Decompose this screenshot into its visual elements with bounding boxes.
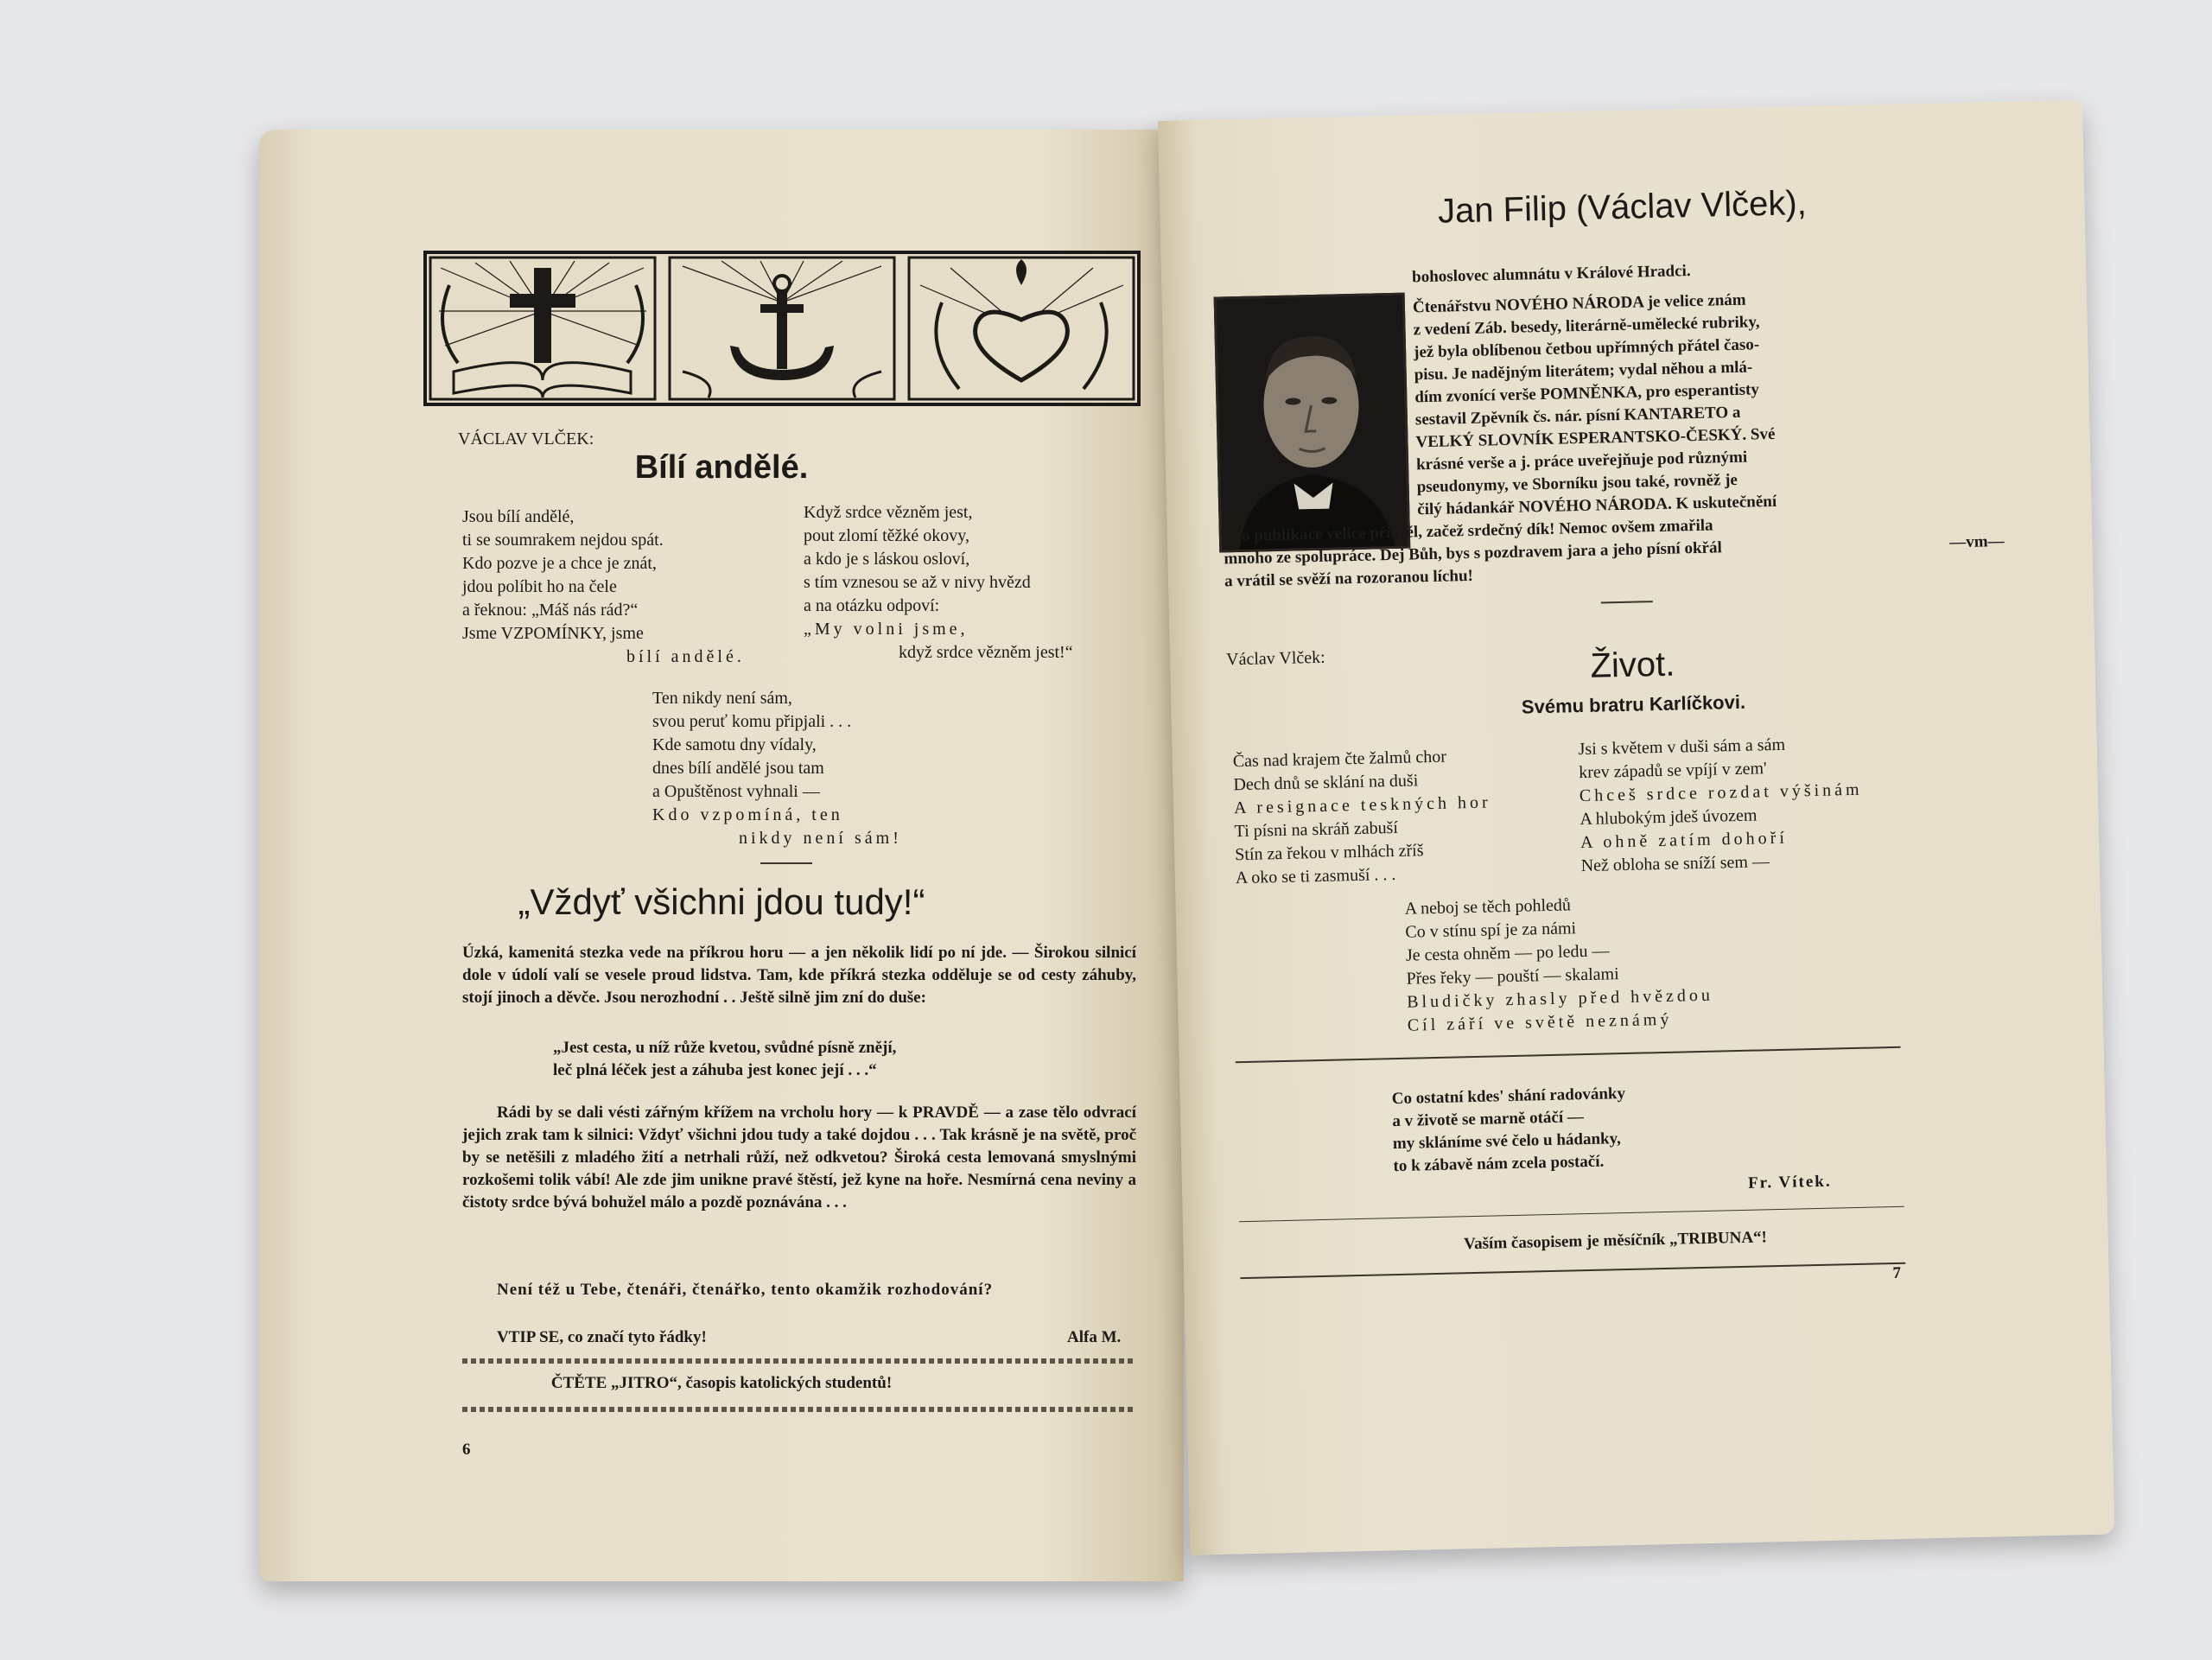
bio-line: Čtenářstvu NOVÉHO NÁRODA je velice znám <box>1412 290 1746 317</box>
poem-line: a Opuštěnost vyhnali — <box>652 782 820 801</box>
poem-line: Stín za řekou v mlhách zříš <box>1235 841 1424 865</box>
bio-signature: —vm— <box>1949 531 2005 552</box>
horizontal-rule <box>1236 1046 1901 1063</box>
page-number: 7 <box>1892 1263 1902 1283</box>
poem-dedication: Svému bratru Karlíčkovi. <box>1521 690 1746 718</box>
poem-line: svou peruť komu připjali . . . <box>652 712 852 731</box>
booklet <box>259 112 2082 1581</box>
poem-line: dnes bílí andělé jsou tam <box>652 759 824 778</box>
poem-line: Jsi s květem v duši sám a sám <box>1578 735 1786 760</box>
poem-line: Je cesta ohněm — po ledu — <box>1405 941 1610 965</box>
poem-line: Dech dnů se sklání na duši <box>1233 771 1419 795</box>
poem-stanza-2 <box>804 501 1166 665</box>
author-label: Václav Vlček: <box>1225 647 1325 670</box>
horizontal-rule <box>1239 1206 1904 1222</box>
page-number: 6 <box>462 1441 471 1459</box>
footer-ad: Vaším časopisem je měsíčník „TRIBUNA“! <box>1463 1228 1768 1254</box>
article-paragraph: Úzká, kamenitá stezka vede na příkrou horu — a jen několik lidí po ní jde. — Širokou silnicí dole v údolí valí se vesele proud lidstva. Tam, kde příkrá stezka odděluje se od cesty záhuby, stojí jinoch a děvče. Jsou nerozhodní . . Ještě silně jim zní do duše: <box>462 944 1136 1007</box>
poem-line: Než obloha se sníží sem — <box>1580 852 1770 876</box>
subtitle: bohoslovec alumnátu v Králové Hradci. <box>1411 262 1691 287</box>
poem-line: A oko se ti zasmuší . . . <box>1235 864 1396 888</box>
closing-line: a v životě se marně otáčí — <box>1392 1108 1585 1131</box>
poem-line: „My volni jsme, <box>804 620 969 639</box>
article-paragraph: Není též u Tebe, čtenáři, čtenářko, tento okamžik rozhodování? <box>497 1281 994 1299</box>
left-page <box>259 130 1184 1581</box>
poem-line: bílí andělé. <box>626 647 745 666</box>
portrait-photo <box>1214 293 1411 553</box>
poem-line: Ti písni na skráň zabuší <box>1234 817 1399 842</box>
poem-line: Kdo pozve je a chce je znát, <box>462 554 657 573</box>
horizontal-rule <box>1240 1262 1905 1279</box>
closing-signature: Fr. Vítek. <box>1747 1172 1832 1193</box>
vtip-line: VTIP SE, co značí tyto řádky! <box>497 1328 707 1346</box>
poem-line: Chceš srdce rozdat výšinám <box>1579 779 1863 806</box>
poem-line: Ten nikdy není sám, <box>652 689 792 708</box>
wavy-rule <box>462 1407 1136 1412</box>
poem-line: s tím vznesou se až v nivy hvězd <box>804 573 1031 592</box>
divider <box>760 862 812 864</box>
poem-line: A neboj se těch pohledů <box>1404 895 1572 919</box>
article-quote <box>553 1037 1141 1082</box>
poem-line: pout zlomí těžké okovy, <box>804 526 969 545</box>
bio-line: čilý hádankář NOVÉHO NÁRODA. K uskutečnění <box>1417 492 1777 519</box>
poem-line: jdou políbit ho na čele <box>462 577 617 596</box>
bio-line: této publikace velice přispěl, začež srdečný dík! Nemoc ovšem zmařila <box>1223 516 1713 546</box>
poem-line: a řeknou: „Máš nás rád?“ <box>462 601 639 620</box>
footer-ad: ČTĚTE „JITRO“, časopis katolických studentů! <box>550 1374 893 1392</box>
bio-line: VELKÝ SLOVNÍK ESPERANTSKO-ČESKÝ. Své <box>1415 424 1776 452</box>
poem-stanza-1 <box>462 506 791 669</box>
bio-line: dím zvonící verše POMNĚNKA, pro esperantisty <box>1414 380 1760 407</box>
poem-line: A ohně zatím dohoří <box>1580 828 1789 853</box>
poem-line: a na otázku odpoví: <box>804 596 940 615</box>
closing-line: my skláníme své čelo u hádanky, <box>1392 1129 1622 1154</box>
page-title: Jan Filip (Václav Vlček), <box>1437 183 1808 231</box>
divider <box>1601 601 1653 603</box>
poem-line: Co v stínu spí je za námi <box>1405 919 1577 942</box>
bio-line: jež byla oblíbenou četbou upřímných přátel časo- <box>1413 335 1760 362</box>
poem-line: ti se soumrakem nejdou spát. <box>462 531 664 550</box>
poem-line: Když srdce vězněm jest, <box>804 503 973 522</box>
poem-line: Přes řeky — pouští — skalami <box>1406 964 1619 989</box>
poem-line: Čas nad krajem čte žalmů chor <box>1232 747 1447 772</box>
poem-line: A hlubokým jdeš úvozem <box>1580 805 1758 830</box>
poem-stanza-2 <box>1578 727 2082 878</box>
poem-line: Cíl září ve světě neznámý <box>1407 1009 1673 1035</box>
signature: Alfa M. <box>1067 1328 1122 1346</box>
poem-line: a kdo je s láskou osloví, <box>804 550 970 569</box>
bio-line: mnoho ze spolupráce. Dej Bůh, bys s pozdravem jara a jeho písní okřál <box>1224 538 1722 569</box>
bio-line: a vrátil se svěží na rozoranou líchu! <box>1224 566 1474 591</box>
poem-stanza-1 <box>1233 742 1582 890</box>
closing-line: to k zábavě nám zcela postačí. <box>1393 1152 1605 1176</box>
poem-line: krev západů se vpíjí v zem' <box>1578 759 1767 783</box>
poem-title: Život. <box>1590 645 1675 685</box>
poem-title: Bílí andělé. <box>634 449 809 486</box>
bio-block <box>1413 283 2057 522</box>
bio-line: z vedení Záb. besedy, literárně-umělecké rubriky, <box>1413 313 1760 340</box>
right-page <box>1158 100 2114 1555</box>
bio-line: sestavil Zpěvník čs. nár. písní KANTARETO a <box>1414 403 1741 429</box>
poem-line: Kde samotu dny vídaly, <box>652 735 817 754</box>
poem-stanza-3 <box>1404 887 1891 1038</box>
ornament-banner <box>423 251 1141 406</box>
poem-stanza-3 <box>652 687 1084 850</box>
poem-line: když srdce vězněm jest!“ <box>899 643 1073 662</box>
poem-line: A resignace teskných hor <box>1233 792 1491 818</box>
quote-line: „Jest cesta, u níž růže kvetou, svůdné písně znějí, <box>553 1039 897 1057</box>
wavy-rule <box>462 1358 1136 1364</box>
poem-line: Bludičky zhasly před hvězdou <box>1406 985 1714 1012</box>
poem-line: Kdo vzpomíná, ten <box>652 805 843 824</box>
poem-line: nikdy není sám! <box>739 829 902 848</box>
bio-line: pisu. Je nadějným literátem; vydal něhou a mlá- <box>1414 358 1753 385</box>
poem-line: Jsou bílí andělé, <box>462 507 575 526</box>
quote-line: leč plná léček jest a záhuba jest konec její . . .“ <box>553 1061 877 1079</box>
author-label: VÁCLAV VLČEK: <box>458 429 594 448</box>
bio-line: krásné verše a j. práce uveřejňuje pod různými <box>1415 448 1748 474</box>
closing-poem <box>1391 1077 1877 1178</box>
closing-line: Co ostatní kdes' shání radovánky <box>1391 1084 1626 1109</box>
article-title: „Vždyť všichni jdou tudy!“ <box>518 881 925 922</box>
poem-line: Jsme VZPOMÍNKY, jsme <box>462 624 644 643</box>
article-paragraph: Rádi by se dali vésti zářným křížem na vrcholu hory — k PRAVDĚ — a zase tělo odvrací jejich zrak tam k silnici: Vždyť všichni jdou tudy a také dojdou . . . Tak krásně je na světě, proč by se netěšili z mladého žití a netrhali růží, než odkvetou? Široká cesta lemovaná smyslnými rozkošemi tolik vábí! Ale zde jim unikne pravé štěstí, jež kyne na hoře. Nesmírná cena neviny a čistoty srdce bývá bohužel málo a pozdě poznávána . . . <box>462 1103 1136 1212</box>
bio-line: pseudonymy, ve Sborníku jsou také, rovněž je <box>1416 470 1738 497</box>
